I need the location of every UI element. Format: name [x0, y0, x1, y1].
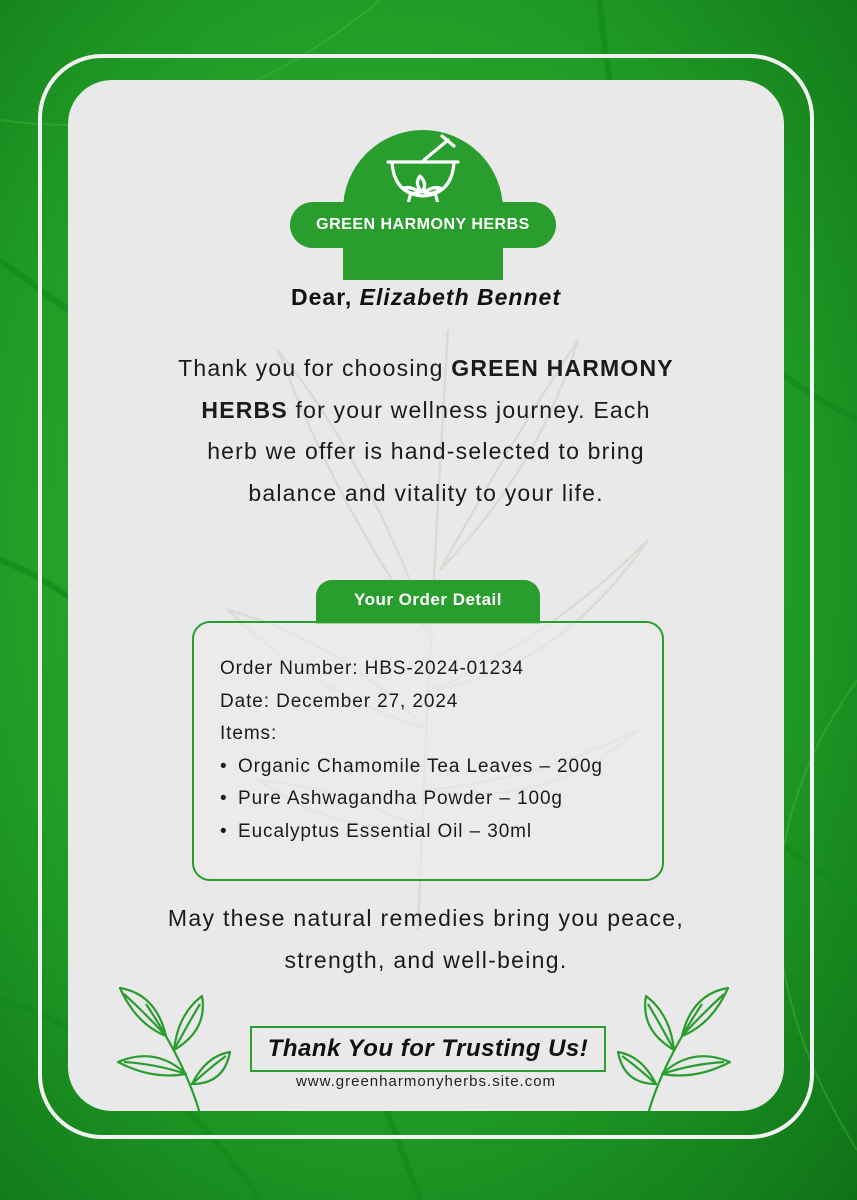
mortar-pestle-icon — [382, 132, 464, 208]
brand-name-badge: GREEN HARMONY HERBS — [290, 202, 556, 248]
intro-part1: Thank you for choosing — [178, 355, 444, 381]
closing-message: May these natural remedies bring you peace, strength, and well-being. — [167, 905, 685, 973]
intro-paragraph — [178, 348, 674, 514]
recipient-name: Elizabeth Bennet — [359, 284, 561, 310]
website-link[interactable]: www.greenharmonyherbs.site.com — [295, 1073, 557, 1090]
items-label: Items: — [220, 723, 278, 744]
greeting-prefix: Dear, — [291, 284, 353, 310]
order-detail-heading: Your Order Detail — [316, 580, 540, 624]
intro-brand: GREEN HARMONY HERBS — [201, 355, 674, 423]
leaf-sprig-icon — [616, 984, 732, 1111]
intro-part2: for your wellness journey. Each herb we offer is hand-selected to bring balance and vitality to your life. — [207, 396, 651, 506]
thank-you-banner: Thank You for Trusting Us! — [250, 1026, 606, 1072]
greeting — [68, 284, 784, 311]
letter-card — [68, 80, 784, 1111]
items-list — [220, 751, 662, 849]
order-detail-box — [192, 621, 664, 881]
order-number: Order Number: HBS-2024-01234 — [220, 658, 525, 679]
leaf-sprig-icon — [116, 984, 232, 1111]
order-date: Date: December 27, 2024 — [220, 690, 459, 712]
list-item: • Organic Chamomile Tea Leaves – 200g — [220, 751, 662, 784]
list-item: • Eucalyptus Essential Oil – 30ml — [220, 816, 662, 849]
list-item: • Pure Ashwagandha Powder – 100g — [220, 783, 662, 816]
